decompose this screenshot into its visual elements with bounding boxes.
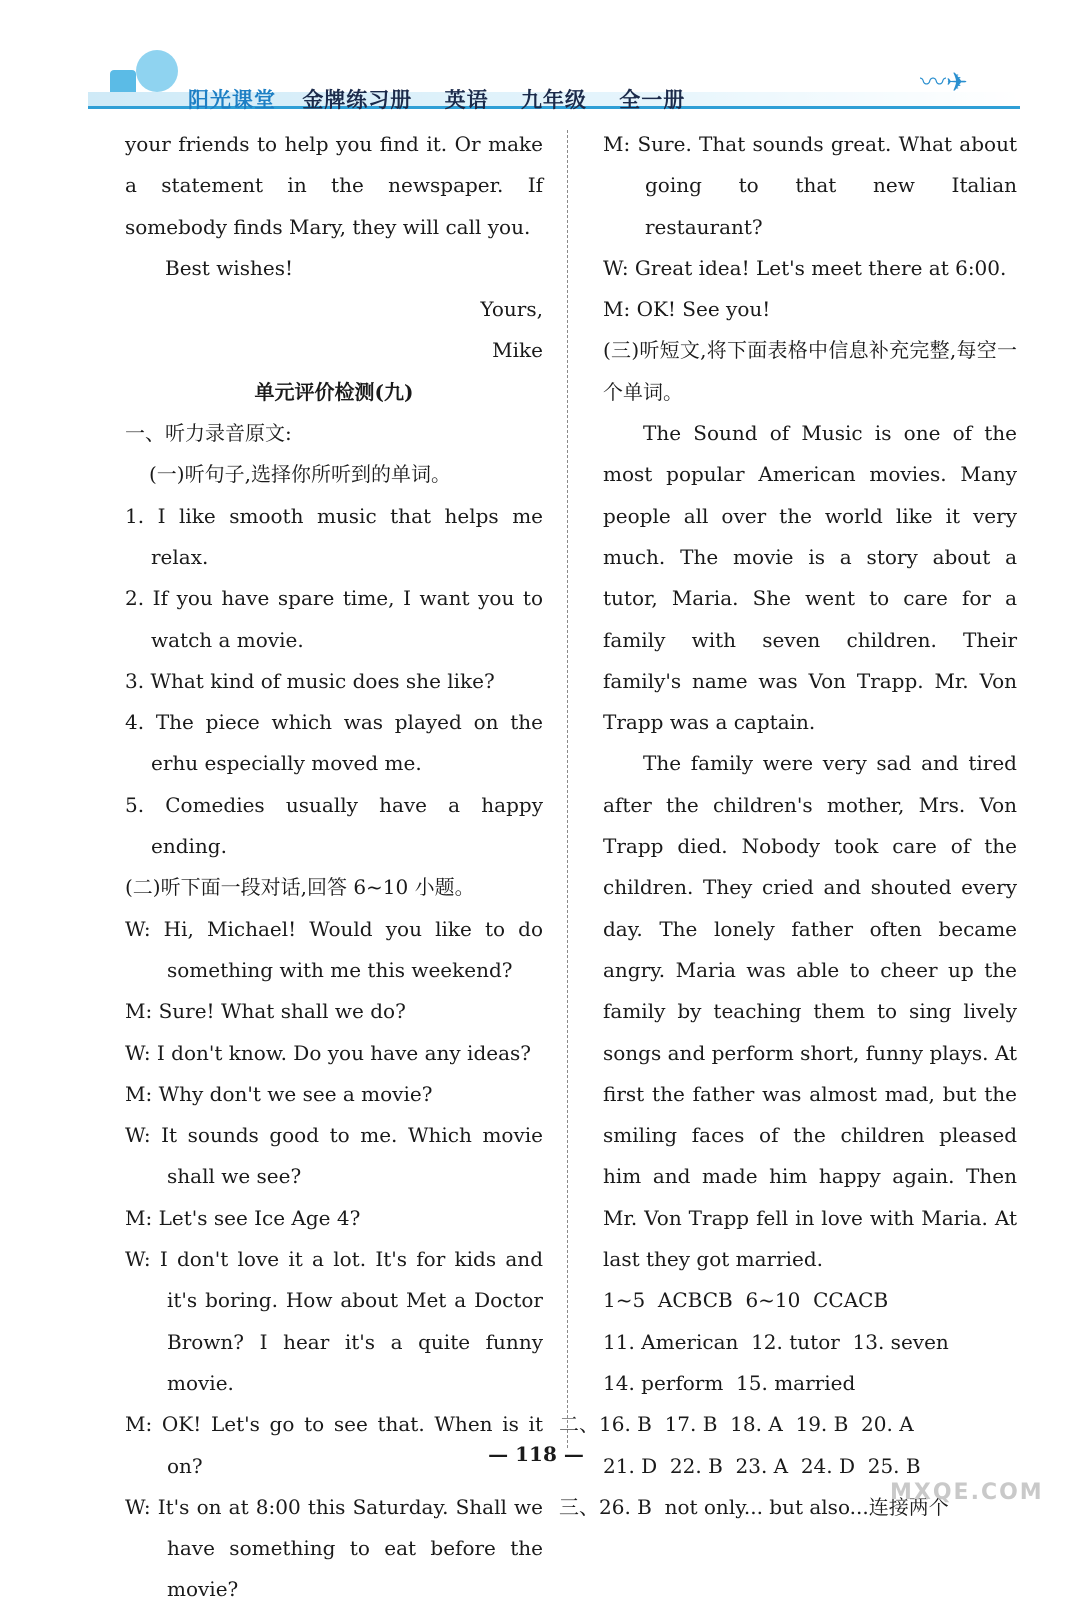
header-subtitle: 金牌练习册 [302, 87, 413, 112]
dialog-line: M: OK! Let's go to see that. When is it on? [125, 1412, 543, 1478]
part-one-heading: 一、听力录音原文: [125, 421, 292, 446]
column-divider [567, 130, 568, 1448]
answer-line-6: 三、26. B not only... but also...连接两个 [559, 1494, 949, 1519]
dialog-line: W: Great idea! Let's meet there at 6:00. [603, 255, 1007, 280]
dialog-line: M: Why don't we see a movie? [125, 1081, 433, 1106]
letter-signature: Mike [492, 338, 543, 363]
header-title [188, 84, 685, 114]
answer-line-5: 21. D 22. B 23. A 24. D 25. B [603, 1453, 921, 1478]
dialog-line: M: Sure! What shall we do? [125, 999, 406, 1024]
sentence-4: 4. The piece which was played on the erhu especially moved me. [125, 710, 543, 776]
section-title: 单元评价检测(九) [254, 379, 414, 404]
dialog-line: W: I don't love it a lot. It's for kids and it's boring. How about Met a Doctor Brown? I hear it's a quite funny movie. [125, 1247, 543, 1395]
dialog-line: W: It's on at 8:00 this Saturday. Shall we have something to eat before the movie? [125, 1494, 543, 1602]
dialog-line: M: Sure. That sounds great. What about going to that new Italian restaurant? [603, 132, 1017, 239]
sentence-2: 2. If you have spare time, I want you to watch a movie. [125, 586, 543, 652]
page-number: — 118 — [488, 1442, 584, 1466]
passage-paragraph-2: The family were very sad and tired after the children's mother, Mrs. Von Trapp died. Nobody took care of the children. They cried and shouted every day. The lonely father often became angry. Maria was able to cheer up the family by teaching them to sing lively songs and perform short, funny plays. At first the father was almost mad, but the smiling faces of the children pleased him and made him happy again. Then Mr. Von Trapp fell in love with Maria. At last they got married. [603, 751, 1017, 1272]
sub-three-heading: (三)听短文,将下面表格中信息补充完整,每空一个单词。 [603, 338, 1017, 404]
dialog-line: M: Let's see Ice Age 4? [125, 1205, 361, 1230]
page-header [88, 40, 1020, 120]
answer-line-4: 二、16. B 17. B 18. A 19. B 20. A [559, 1412, 914, 1437]
sentence-3: 3. What kind of music does she like? [125, 668, 495, 693]
letter-text: your friends to help you find it. Or make a statement in the newspaper. If somebody finds Mary, they will call you. [125, 132, 543, 239]
header-grade: 九年级 [520, 87, 587, 112]
sub-one-heading: (一)听句子,选择你所听到的单词。 [149, 462, 451, 487]
header-volume: 全一册 [619, 87, 686, 112]
dialog-line: M: OK! See you! [603, 297, 771, 322]
right-column [559, 124, 1017, 1528]
watermark: MXQE.COM [890, 1480, 1044, 1505]
dialog-line: W: It sounds good to me. Which movie shall we see? [125, 1123, 543, 1189]
sentence-5: 5. Comedies usually have a happy ending. [125, 792, 543, 859]
sentence-1: 1. I like smooth music that helps me relax. [125, 503, 543, 569]
passage-paragraph-1: The Sound of Music is one of the most popular American movies. Many people all over the world like it very much. The movie is a story about a tutor, Maria. She went to care for a family with seven children. Their family's name was Von Trapp. Mr. Von Trapp was a captain. [603, 421, 1017, 735]
header-subject: 英语 [444, 87, 489, 112]
bird-icon: 〰︎✈︎ [920, 68, 968, 98]
sub-two-heading: (二)听下面一段对话,回答 6~10 小题。 [125, 875, 475, 900]
dialog-line: W: Hi, Michael! Would you like to do something with me this weekend? [125, 916, 543, 982]
letter-yours: Yours, [480, 297, 543, 322]
letter-closing: Best wishes! [165, 255, 293, 280]
sun-decoration [136, 50, 178, 92]
dialog-line: W: I don't know. Do you have any ideas? [125, 1040, 532, 1065]
answer-line-2: 11. American 12. tutor 13. seven [603, 1329, 949, 1354]
header-brand: 阳光课堂 [188, 87, 276, 112]
left-column [125, 124, 543, 1611]
answer-line-1: 1~5 ACBCB 6~10 CCACB [603, 1288, 889, 1313]
answer-line-3: 14. perform 15. married [603, 1370, 856, 1395]
